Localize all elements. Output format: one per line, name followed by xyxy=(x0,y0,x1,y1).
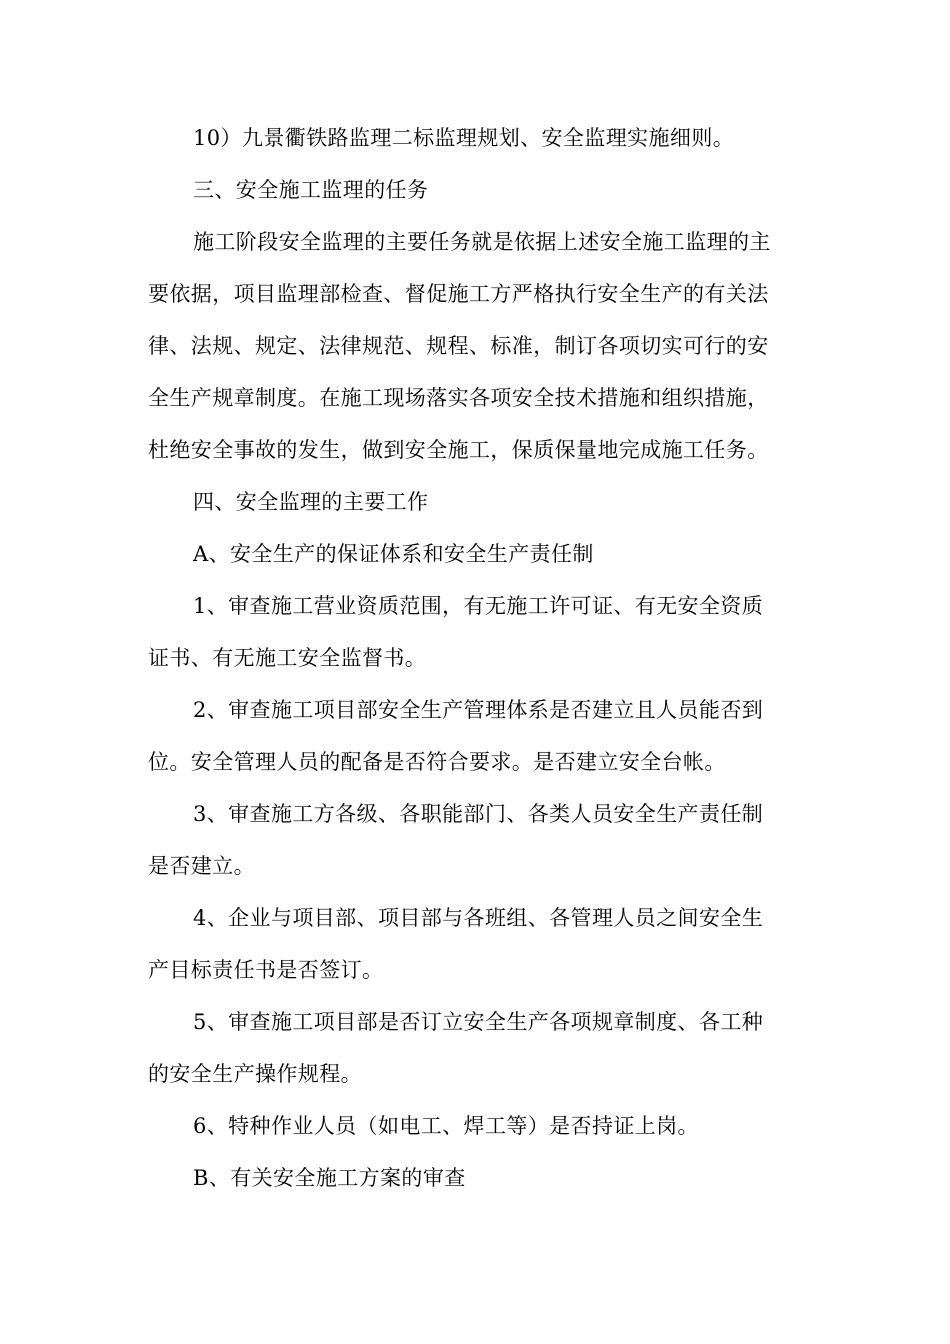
paragraph-line: 施工阶段安全监理的主要任务就是依据上述安全施工监理的主 xyxy=(193,230,771,254)
paragraph-line: 全生产规章制度。在施工现场落实各项安全技术措施和组织措施， xyxy=(148,386,769,410)
section-heading: 三、安全施工监理的任务 xyxy=(193,178,429,202)
paragraph-line: 10）九景衢铁路监理二标监理规划、安全监理实施细则。 xyxy=(193,126,735,150)
paragraph-line: 杜绝安全事故的发生，做到安全施工，保质保量地完成施工任务。 xyxy=(148,438,769,462)
list-item-line: 4、企业与项目部、项目部与各班组、各管理人员之间安全生 xyxy=(193,906,764,930)
list-item-line: 位。安全管理人员的配备是否符合要求。是否建立安全台帐。 xyxy=(148,750,726,774)
list-item-line: 1、审查施工营业资质范围，有无施工许可证、有无安全资质 xyxy=(193,594,764,618)
list-item-line: 5、审查施工项目部是否订立安全生产各项规章制度、各工种 xyxy=(193,1010,764,1034)
list-item-line: 2、审查施工项目部安全生产管理体系是否建立且人员能否到 xyxy=(193,698,764,722)
list-item-line: 3、审查施工方各级、各职能部门、各类人员安全生产责任制 xyxy=(193,802,764,826)
list-item-line: 是否建立。 xyxy=(148,854,255,878)
section-heading: 四、安全监理的主要工作 xyxy=(193,490,429,514)
paragraph-line: 律、法规、规定、法律规范、规程、标准，制订各项切实可行的安 xyxy=(148,334,769,358)
list-item-line: 证书、有无施工安全监督书。 xyxy=(148,646,427,670)
list-item-line: 的安全生产操作规程。 xyxy=(148,1062,362,1086)
subsection-heading: A、安全生产的保证体系和安全生产责任制 xyxy=(193,542,594,566)
list-item-line: 6、特种作业人员（如电工、焊工等）是否持证上岗。 xyxy=(193,1114,699,1138)
subsection-heading: B、有关安全施工方案的审查 xyxy=(193,1166,466,1190)
paragraph-line: 要依据，项目监理部检查、督促施工方严格执行安全生产的有关法 xyxy=(148,282,769,306)
list-item-line: 产目标责任书是否签订。 xyxy=(148,958,384,982)
